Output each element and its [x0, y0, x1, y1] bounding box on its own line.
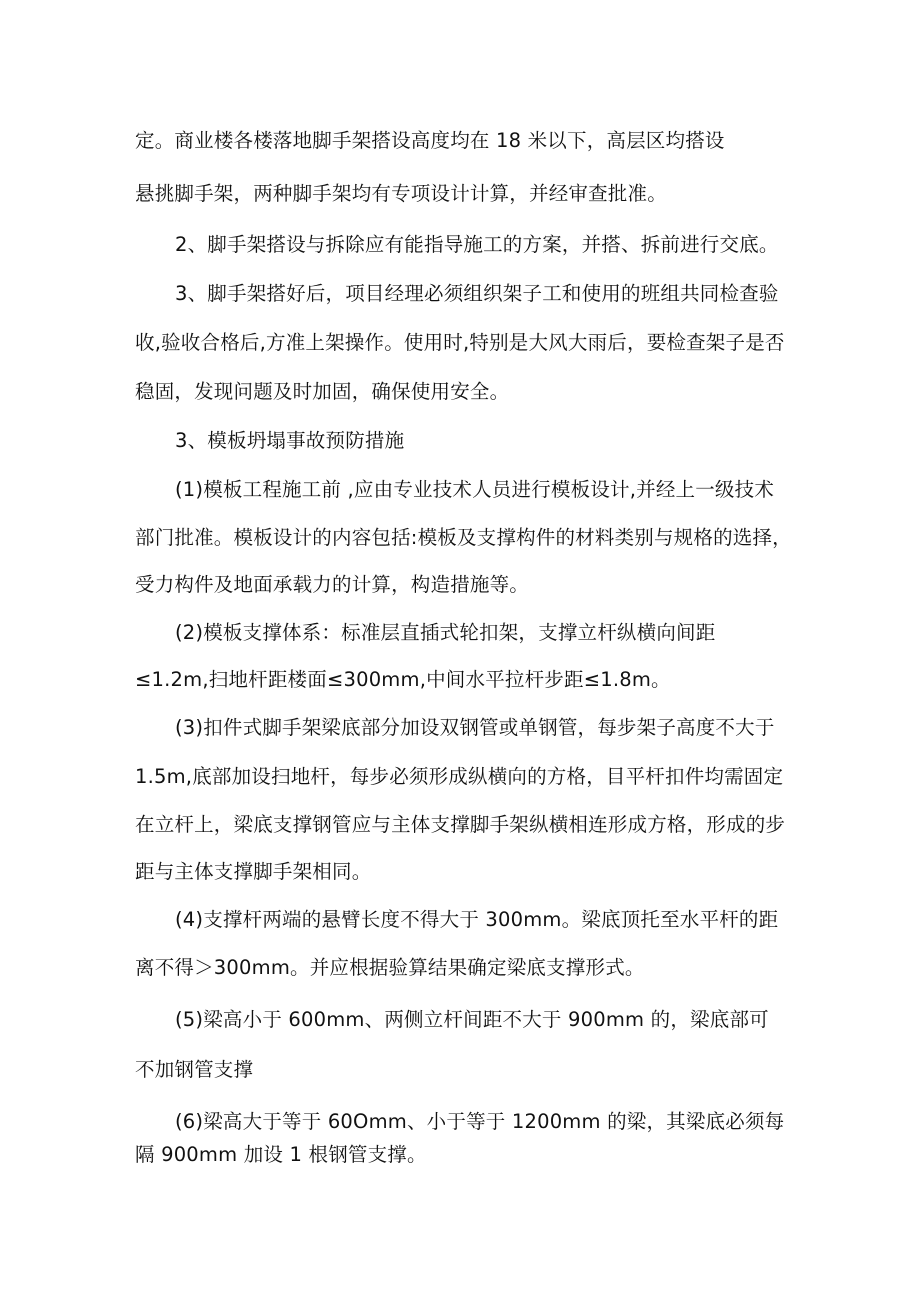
text-line: 收,验收合格后,方准上架操作。使用时,特别是大风大雨后，要检查架子是否 — [135, 331, 785, 354]
text-line: 受力构件及地面承载力的计算，构造措施等。 — [135, 573, 530, 596]
text-line: 不加钢管支撑 — [135, 1058, 254, 1081]
text-line: 距与主体支撑脚手架相同。 — [135, 860, 372, 883]
text-line: 2、脚手架搭设与拆除应有能指导施工的方案，并搭、拆前进行交底。 — [175, 233, 779, 256]
text-line: ≤1.2m,扫地杆距楼面≤300mm,中间水平拉杆步距≤1.8m。 — [135, 668, 671, 691]
text-line: 定。商业楼各楼落地脚手架搭设高度均在 18 米以下，高层区均搭设 — [135, 129, 725, 152]
text-line: (3)扣件式脚手架梁底部分加设双钢管或单钢管，每步架子高度不大于 — [175, 716, 775, 739]
text-line: (5)梁高小于 600mm、两侧立杆间距不大于 900mm 的，梁底部可 — [175, 1008, 769, 1031]
text-line: 在立杆上，梁底支撑钢管应与主体支撑脚手架纵横相连形成方格，形成的步 — [135, 813, 786, 836]
text-line: 3、脚手架搭好后，项目经理必须组织架子工和使用的班组共同检查验 — [175, 282, 779, 305]
text-line: (4)支撑杆两端的悬臂长度不得大于 300mm。梁底顶托至水平杆的距 — [175, 908, 779, 931]
text-line: (1)模板工程施工前 ,应由专业技术人员进行模板设计,并经上一级技术 — [175, 478, 775, 501]
text-line: 隔 900mm 加设 1 根钢管支撑。 — [135, 1143, 427, 1166]
text-line: 1.5m,底部加设扫地杆，每步必须形成纵横向的方格，目平杆扣件均需固定 — [135, 765, 784, 788]
text-line: 悬挑脚手架，两种脚手架均有专项设计计算，并经审查批准。 — [135, 182, 667, 205]
text-line: 部门批准。模板设计的内容包括:模板及支撑构件的材料类别与规格的选择， — [135, 526, 792, 549]
text-line: 离不得＞300mm。并应根据验算结果确定梁底支撑形式。 — [135, 956, 645, 979]
text-line: 稳固，发现问题及时加固，确保使用安全。 — [135, 380, 510, 403]
section-heading: 3、模板坍塌事故预防措施 — [175, 429, 405, 452]
text-line: (6)梁高大于等于 60Omm、小于等于 1200mm 的梁，其梁底必须每 — [175, 1110, 785, 1133]
text-line: (2)模板支撑体系：标准层直插式轮扣架，支撑立杆纵横向间距 — [175, 621, 716, 644]
